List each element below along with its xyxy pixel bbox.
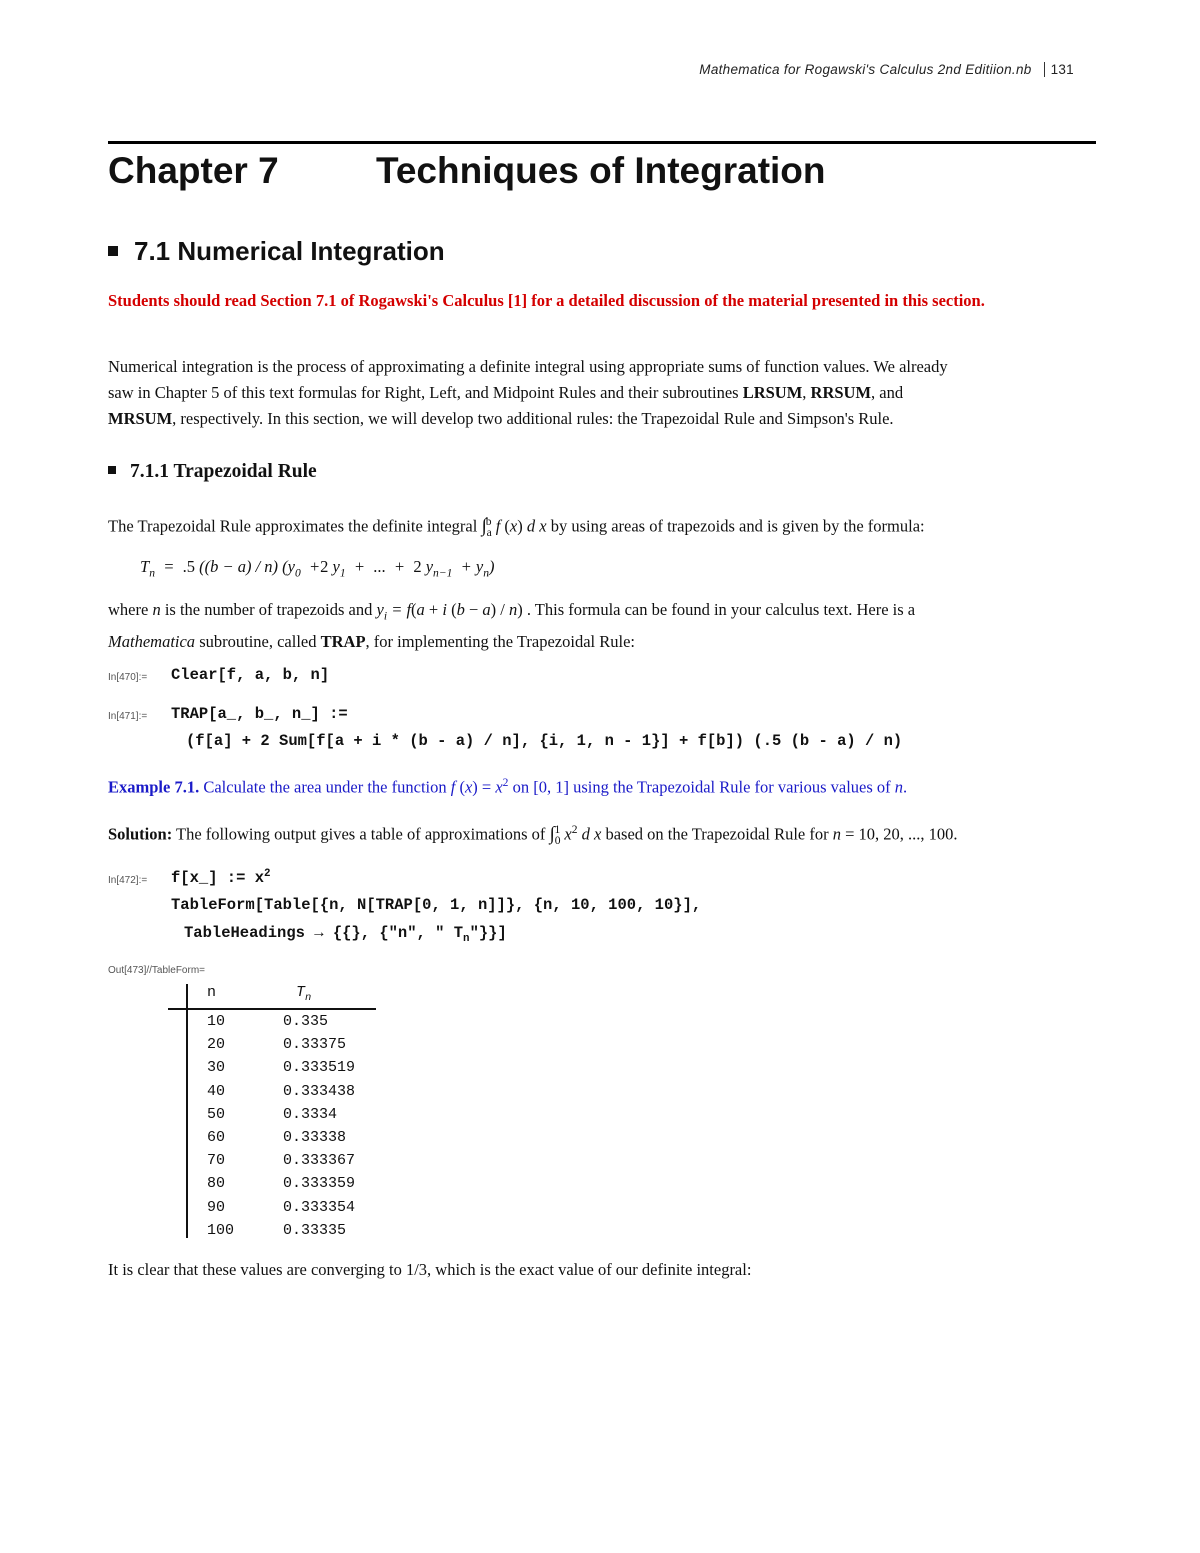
table-row [207,1219,355,1242]
section-title-text: 7.1 Numerical Integration [134,236,445,266]
table-cell-t: 0.335 [283,1013,329,1030]
running-title: Mathematica for Rogawski's Calculus 2nd Editiion.nb [699,62,1032,77]
trap-intro: The Trapezoidal Rule approximates the definite integral $\int_a^b$ f (x) d x by using areas of trapezoids and is given by the formula: [108,515,925,539]
table-row [207,1172,355,1195]
mathematica-name: Mathematica [108,632,196,652]
code-line: TableForm[Table[{n, N[TRAP[0, 1, n]]}, {n, 10, 100, 10}], [171,896,702,914]
table-vertical-rule [186,984,188,1238]
table-cell-n: 40 [207,1082,226,1100]
code-line: f[x_] := $x^2$ [171,868,271,888]
example-label: Example 7.1. [108,777,200,797]
where-b: is the number of trapezoids and [160,600,377,619]
bullet-icon [108,466,116,474]
where-c: . This formula can be found in your calculus text. Here is a [522,600,916,619]
section-title [108,236,445,267]
where-e: , for implementing the Trapezoidal Rule: [365,632,635,652]
intro-line-1: Numerical integration is the process of approximating a definite integral using appropriate sums of function values. We already [108,357,948,376]
integral-sign-icon: ∫ [481,515,487,537]
table-cell-n: 80 [207,1175,226,1193]
code-line: TableHeadings → {{}, {"n", " $T_n$"}}] [184,924,507,946]
table-cell-t: 0.333354 [283,1198,356,1216]
subsection-title-text: 7.1.1 Trapezoidal Rule [130,461,317,482]
table-row [207,1010,355,1033]
lrsum-name: LRSUM [742,383,803,402]
input-label: In[472]:= [108,875,148,886]
page-number: 131 [1044,62,1074,77]
table-cell-t: 0.33375 [283,1036,347,1054]
table-cell-t: 0.33338 [283,1129,347,1147]
table-cell-t: 0.3334 [283,1105,338,1123]
output-label: Out[473]//TableForm= [108,965,205,976]
intro-line-3: , respectively. In this section, we will develop two additional rules: the Trapezoidal Rule and Simpson's Rule. [172,409,894,428]
chapter-rule [108,141,1096,144]
where-d: subroutine, called [195,632,321,652]
running-header [699,62,1074,77]
chapter-number: Chapter 7 [108,150,279,191]
table-row [207,1103,355,1126]
table-cell-n: 90 [207,1198,226,1216]
table-cell-t: 0.333367 [283,1152,356,1170]
table-header-n: n [207,984,217,1001]
code-fragment: f[x_] := x [171,869,265,888]
code-line: Clear[f, a, b, n] [171,666,330,684]
example-text-a: Calculate the area under the function [199,777,451,797]
trap-intro-before: The Trapezoidal Rule approximates the definite integral [108,516,482,536]
reading-note: Students should read Section 7.1 of Rogawski's Calculus [1] for a detailed discussion of the material presented in this section. [108,291,985,310]
table-cell-n: 70 [207,1152,226,1170]
table-header-t: $T_n$ [296,984,312,1004]
output-table [207,1010,355,1242]
example-text-b: on [0, 1] using the Trapezoidal Rule for various values of [508,777,895,797]
code-fragment: "}}] [469,924,507,942]
table-cell-n: 30 [207,1059,226,1077]
mrsum-name: MRSUM [108,409,173,428]
example-paragraph: Example 7.1. Calculate the area under the function f $(x) = x^2$ on [0, 1] using the Trapezoidal Rule for various values of n. [108,777,908,797]
rrsum-name: RRSUM [810,383,872,402]
table-cell-n: 50 [207,1105,226,1123]
conclusion-paragraph: It is clear that these values are converging to 1/3, which is the exact value of our definite integral: [108,1260,752,1279]
table-row [207,1033,355,1056]
table-cell-n: 10 [207,1013,226,1030]
input-label: In[471]:= [108,711,148,722]
solution-paragraph: Solution: The following output gives a table of approximations of $\int_0^1$ $x^2$ d x based on the Trapezoidal Rule for n = 10, 20, ..., 100. [108,823,958,847]
chapter-title [108,150,826,192]
table-header-t-text: T [296,984,306,1001]
solution-label: Solution: [108,824,173,844]
table-cell-n: 100 [207,1221,235,1239]
where-paragraph: where n is the number of trapezoids and $y_i = f(a + i$ (b − a) / n) . This formula can be found in your calculus text. Here is a Mathematica subroutine, called TRAP, for implementing the Trapezoidal Rule: [108,600,916,652]
intro-line-2: saw in Chapter 5 of this text formulas for Right, Left, and Midpoint Rules and their subroutines [108,383,743,402]
table-cell-n: 20 [207,1036,226,1054]
chapter-name: Techniques of Integration [376,150,826,191]
solution-text-a: The following output gives a table of approximations of [172,824,550,844]
trap-intro-after: by using areas of trapezoids and is given by the formula: [546,516,925,536]
table-cell-t: 0.333438 [283,1082,356,1100]
code-line: (f[a] + 2 Sum[f[a + i * (b - a) / n], {i, 1, n - 1}] + f[b]) (.5 (b - a) / n) [186,732,903,750]
solution-text-b: based on the Trapezoidal Rule for [601,824,833,844]
code-fragment: TableHeadings → {{}, {"n", " T [184,924,464,942]
subsection-title [108,461,317,483]
code-line: TRAP[a_, b_, n_] := [171,705,348,723]
table-cell-t: 0.33335 [283,1221,347,1239]
where-a: where [108,600,153,619]
table-row [207,1196,355,1219]
table-cell-t: 0.333519 [283,1059,356,1077]
table-row [207,1080,355,1103]
trapezoid-formula: $T_n = .5$ ((b − a) / n) ($y_0 +2$ $y_1$ + ... + 2 $y_{n-1} + y_n$) [140,557,495,580]
table-cell-t: 0.333359 [283,1175,356,1193]
intro-paragraph: Numerical integration is the process of approximating a definite integral using appropriate sums of function values. We already saw in Chapter 5 of this text formulas for Right, Left, and Midpoint Rules and their subroutines LRSUM, RRSUM, and MRSUM, respectively. In this section, we will develop two additional rules: the Trapezoidal Rule and Simpson's Rule. [108,357,948,428]
solution-text-c: = 10, 20, ..., 100. [841,824,958,844]
table-row [207,1056,355,1079]
table-row [207,1149,355,1172]
trap-name: TRAP [320,632,366,652]
intro-and: , and [871,383,904,402]
integral-sign-icon: ∫ [549,823,555,845]
table-cell-n: 60 [207,1129,226,1147]
bullet-icon [108,246,118,256]
input-label: In[470]:= [108,672,148,683]
table-row [207,1126,355,1149]
